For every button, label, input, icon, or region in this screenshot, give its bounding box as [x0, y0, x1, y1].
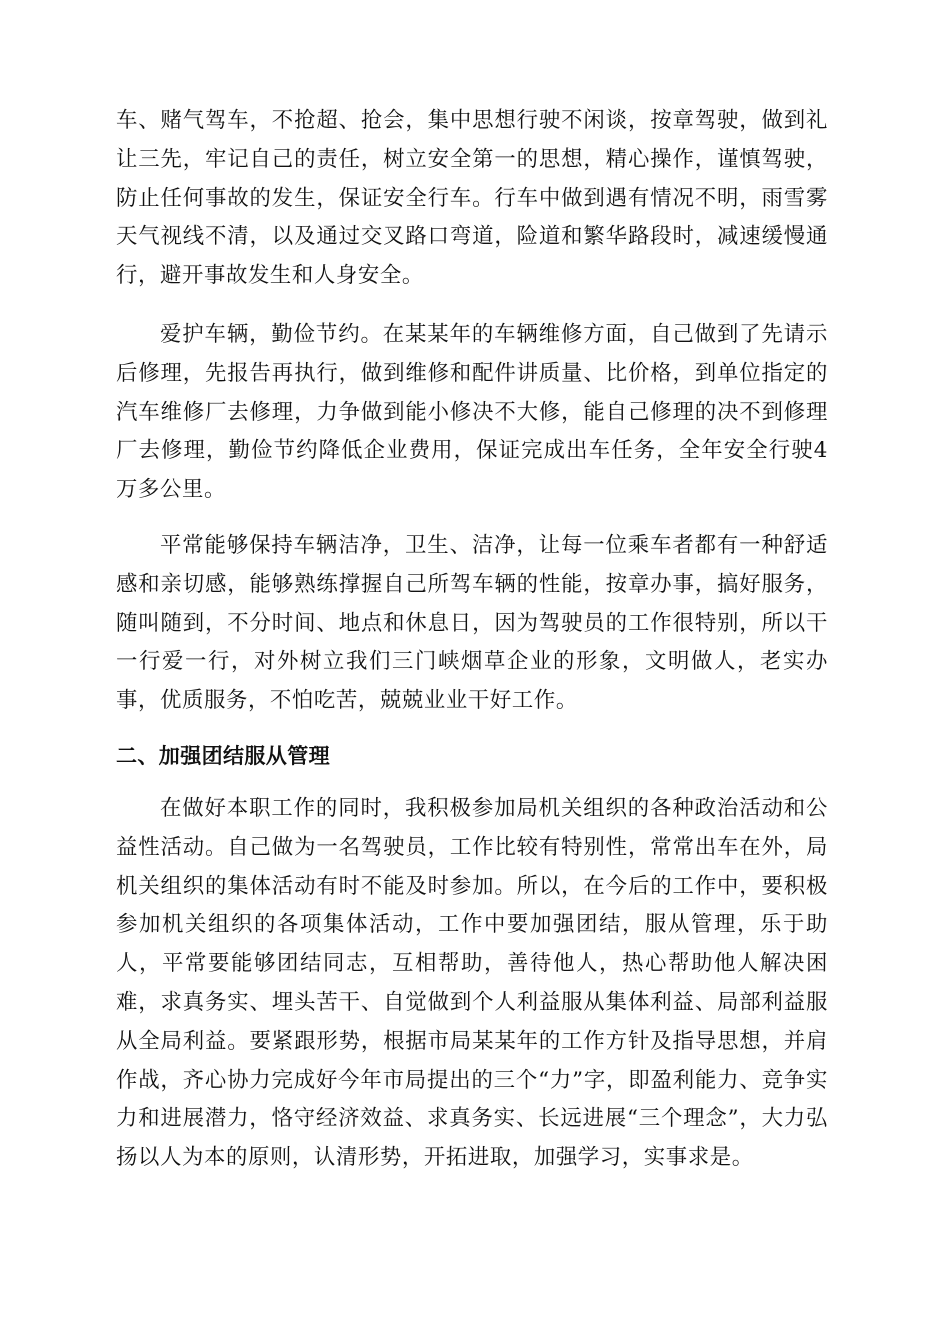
section-heading: 二、加强团结服从管理 — [116, 744, 330, 768]
paragraph-safe-driving: 车、赌气驾车，不抢超、抢会，集中思想行驶不闲谈，按章驾驶，做到礼让三先，牢记自己的责任，树立安全第一的思想，精心操作，谨慎驾驶，防止任何事故的发生，保证安全行车。行车中做到遇有情况不明，雨雪雾天气视线不清，以及通过交叉路口弯道，险道和繁华路段时，减速缓慢通行，避开事故发生和人身安全。 — [116, 108, 828, 289]
paragraph-vehicle-cleanliness: 平常能够保持车辆洁净，卫生、洁净，让每一位乘车者都有一种舒适感和亲切感，能够熟练撑握自己所驾车辆的性能，按章办事，搞好服务，随叫随到，不分时间、地点和休息日，因为驾驶员的工作很特别，所以干一行爱一行，对外树立我们三门峡烟草企业的形象，文明做人，老实办事，优质服务，不怕吃苦，兢兢业业干好工作。 — [116, 533, 828, 714]
paragraph-unity-management: 在做好本职工作的同时，我积极参加局机关组织的各种政治活动和公益性活动。自己做为一名驾驶员，工作比较有特别性，常常出车在外，局机关组织的集体活动有时不能及时参加。所以，在今后的工作中，要积极参加机关组织的各项集体活动，工作中要加强团结，服从管理，乐于助人，平常要能够团结同志，互相帮助，善待他人，热心帮助他人解决困难，求真务实、埋头苦干、自觉做到个人利益服从集体利益、局部利益服从全局利益。要紧跟形势，根据市局某某年的工作方针及指导思想，并肩作战，齐心协力完成好今年市局提出的三个“力”字，即盈利能力、竞争实力和进展潜力，恪守经济效益、求真务实、长远进展“三个理念”，大力弘扬以人为本的原则，认清形势，开拓进取，加强学习，实事求是。 — [116, 796, 828, 1171]
paragraph-vehicle-maintenance: 爱护车辆，勤俭节约。在某某年的车辆维修方面，自己做到了先请示后修理，先报告再执行，做到维修和配件讲质量、比价格，到单位指定的汽车维修厂去修理，力争做到能小修决不大修，能自己修理的决不到修理厂去修理，勤俭节约降低企业费用，保证完成出车任务，全年安全行驶4万多公里。 — [116, 322, 828, 503]
